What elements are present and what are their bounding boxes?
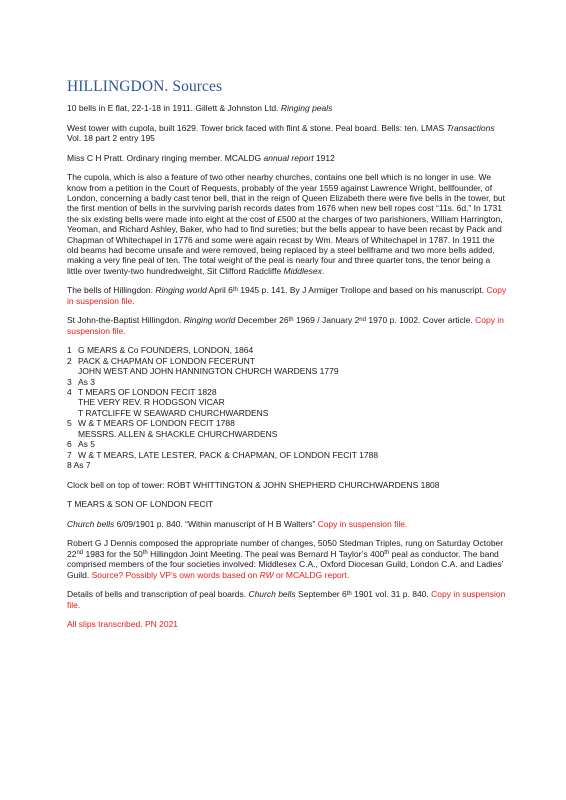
bell-text [78, 439, 507, 449]
source-ringing-world-1945 [67, 285, 507, 306]
source-ringing-world-1969 [67, 315, 507, 336]
publication-title: Ringing world [183, 315, 236, 326]
source-text: 1970 p. 1002. Cover article. [365, 315, 476, 326]
bell-text [78, 345, 507, 355]
bell-inscription [67, 356, 507, 377]
bell-text [78, 356, 507, 377]
publication-title: Church bells [248, 589, 296, 600]
bell-inscription [67, 418, 507, 439]
peal-text: 1983 for the 50 [83, 548, 143, 559]
annotation-note: Copy in suspension file. [317, 518, 408, 529]
publication-title: Middlesex [283, 265, 322, 276]
bell-inscription [67, 387, 507, 418]
peal-text: Hillingdon Joint Meeting. The peal was Bernard H Taylor’s 400 [147, 548, 385, 559]
annotation-note: Copy in suspension file. [67, 285, 507, 306]
bell-list [67, 345, 507, 459]
bell-8-inscription: 8 As 7 [67, 459, 91, 470]
history-text: . [321, 265, 325, 276]
publication-title: Transactions [446, 122, 495, 133]
source-text: 6/09/1901 p. 840. “Within manuscript of H B Walters” [114, 518, 318, 529]
source-text: West tower with cupola, built 1629. Tower brick faced with flint & stone. Peal board. Bells: ten. LMAS [67, 122, 447, 133]
history-text: The cupola, which is also a feature of two other nearby churches, contains one bell which is no longer in use. We know from a petition in the Court of Requests, probably of the year 1559 against Lawrence Wright, bellfounder, of London, concerning a badly cast tenor bell, that in the reign of Queen Elizabeth there were five bells in the tower, but the first mention of bells in the surviving parish records dates from 1676 when new bell ropes cost “11s. 6d.” In 1731 the six existing bells were made into eight at the cost of £500 at the charges of two parishioners, William Harrington, Yeoman, and Richard Ashley, Baker, who had to find sureties; but the bells appear to have been recast by Pack and Chapman of Whitechapel in 1776 and some were again recast by Wm. Mears of Whitechapel in 1787. In 1911 the old beams had become unsafe and were removed, being replaced by a steel bellframe and two more bells added, making a very fine peal of ten. The total weight of the peal is nearly four and three quarter tons, the tenor being a little over twenty-two hundredweight, Sit Clifford Radcliffe [67, 172, 506, 276]
bell-inscription [67, 377, 507, 387]
bell-number: 4 [67, 387, 72, 398]
source-church-bells-sept-1901 [67, 589, 507, 610]
inscription-line: W & T MEARS, LATE LESTER, PACK & CHAPMAN, OF LONDON FECIT 1788 [78, 449, 379, 460]
source-text: 10 bells in E flat, 22-1-18 in 1911. Gillett & Johnston Ltd. [67, 103, 281, 113]
bell-number: 5 [67, 418, 72, 429]
inscription-line: G MEARS & Co FOUNDERS, LONDON, 1864 [78, 345, 254, 356]
publication-title: Ringing peals [280, 103, 333, 113]
clock-bell-inscription: Clock bell on top of tower: ROBT WHITTINGTON & JOHN SHEPHERD CHURCHWARDENS 1808 [67, 479, 440, 490]
inscription-line: As 5 [78, 439, 96, 450]
annotation-note: or MCALDG report. [273, 569, 350, 580]
ordinal-suffix: th [142, 550, 148, 557]
source-text: 1912 [313, 152, 335, 163]
source-text: September 6 [295, 589, 347, 600]
peal-text: peal as conductor. The band comprised members of the four societies involved: Middlesex C.A., Oxford Diocesan Guild, London C.A. and Ladies’ Guild. [67, 548, 504, 580]
inscription-line: MESSRS. ALLEN & SHACKLE CHURCHWARDENS [78, 428, 278, 439]
source-text: April 6 [206, 285, 233, 296]
page-title: HILLINGDON. Sources [67, 78, 223, 95]
source-text: December 26 [235, 315, 289, 326]
publication-title: Church bells [67, 518, 115, 529]
source-text: St John-the-Baptist Hillingdon. [67, 315, 184, 326]
annotation-note: RW [259, 569, 274, 580]
peal-paragraph [67, 538, 507, 580]
source-text: Details of bells and transcription of peal boards. [67, 589, 249, 600]
source-text: The bells of Hillingdon. [67, 285, 156, 296]
source-text: Vol. 18 part 2 entry 195 [67, 133, 155, 143]
bell-text [78, 450, 507, 460]
transcription-note: All slips transcribed. PN 2021 [67, 619, 179, 630]
bell-inscription [67, 450, 507, 460]
bell-inscriptions [67, 345, 507, 529]
bell-text [78, 418, 507, 439]
source-church-bells-1901 [67, 519, 507, 529]
source-text: 1901 vol. 31 p. 840. [351, 589, 432, 600]
inscription-line: W & T MEARS OF LONDON FECIT 1788 [78, 418, 235, 429]
source-lmas-transactions [67, 123, 507, 144]
inscription-line: THE VERY REV. R HODGSON VICAR [78, 397, 225, 408]
ordinal-suffix: th [288, 316, 294, 323]
inscription-line: T RATCLIFFE W SEAWARD CHURCHWARDENS [78, 407, 269, 418]
ordinal-suffix: th [384, 550, 390, 557]
annotation-note: Source? Possibly VP’s own words based on [91, 569, 260, 580]
ordinal-suffix: th [346, 590, 352, 597]
source-text: 1969 / January 2 [293, 315, 360, 326]
peal-text: Robert G J Dennis composed the appropriate number of changes, 5050 Stedman Triples, rung on Saturday October 22 [67, 538, 504, 559]
document-body [67, 103, 507, 639]
source-gillett-johnston [67, 103, 507, 113]
ordinal-suffix: th [232, 286, 238, 293]
bell-number: 7 [67, 449, 72, 460]
history-paragraph [67, 172, 507, 276]
bell-number: 2 [67, 355, 72, 366]
annotation-note: Copy in suspension file. [67, 315, 504, 336]
source-text: Miss C H Pratt. Ordinary ringing member. MCALDG [67, 152, 264, 163]
bell-number: 3 [67, 376, 72, 387]
bell-inscription [67, 439, 507, 449]
source-miss-pratt [67, 153, 507, 163]
publication-title: annual report [263, 152, 314, 163]
bell-text [78, 377, 507, 387]
inscription-line: JOHN WEST AND JOHN HANNINGTON CHURCH WARDENS 1779 [78, 366, 339, 377]
bell-number: 6 [67, 439, 72, 450]
annotation-note: Copy in suspension file. [67, 589, 506, 610]
ordinal-suffix: nd [76, 550, 84, 557]
bell-inscription [67, 345, 507, 355]
inscription-line: PACK & CHAPMAN OF LONDON FECERUNT [78, 355, 255, 366]
clock-bell-founder: T MEARS & SON OF LONDON FECIT [67, 499, 214, 510]
bell-text [78, 387, 507, 418]
source-text: 1945 p. 141. By J Armiger Trollope and based on his manuscript. [237, 285, 487, 296]
inscription-line: T MEARS OF LONDON FECIT 1828 [78, 387, 217, 398]
bell-number: 1 [67, 345, 72, 356]
publication-title: Ringing world [155, 285, 207, 296]
inscription-line: As 3 [78, 376, 96, 387]
ordinal-suffix: nd [359, 316, 366, 323]
